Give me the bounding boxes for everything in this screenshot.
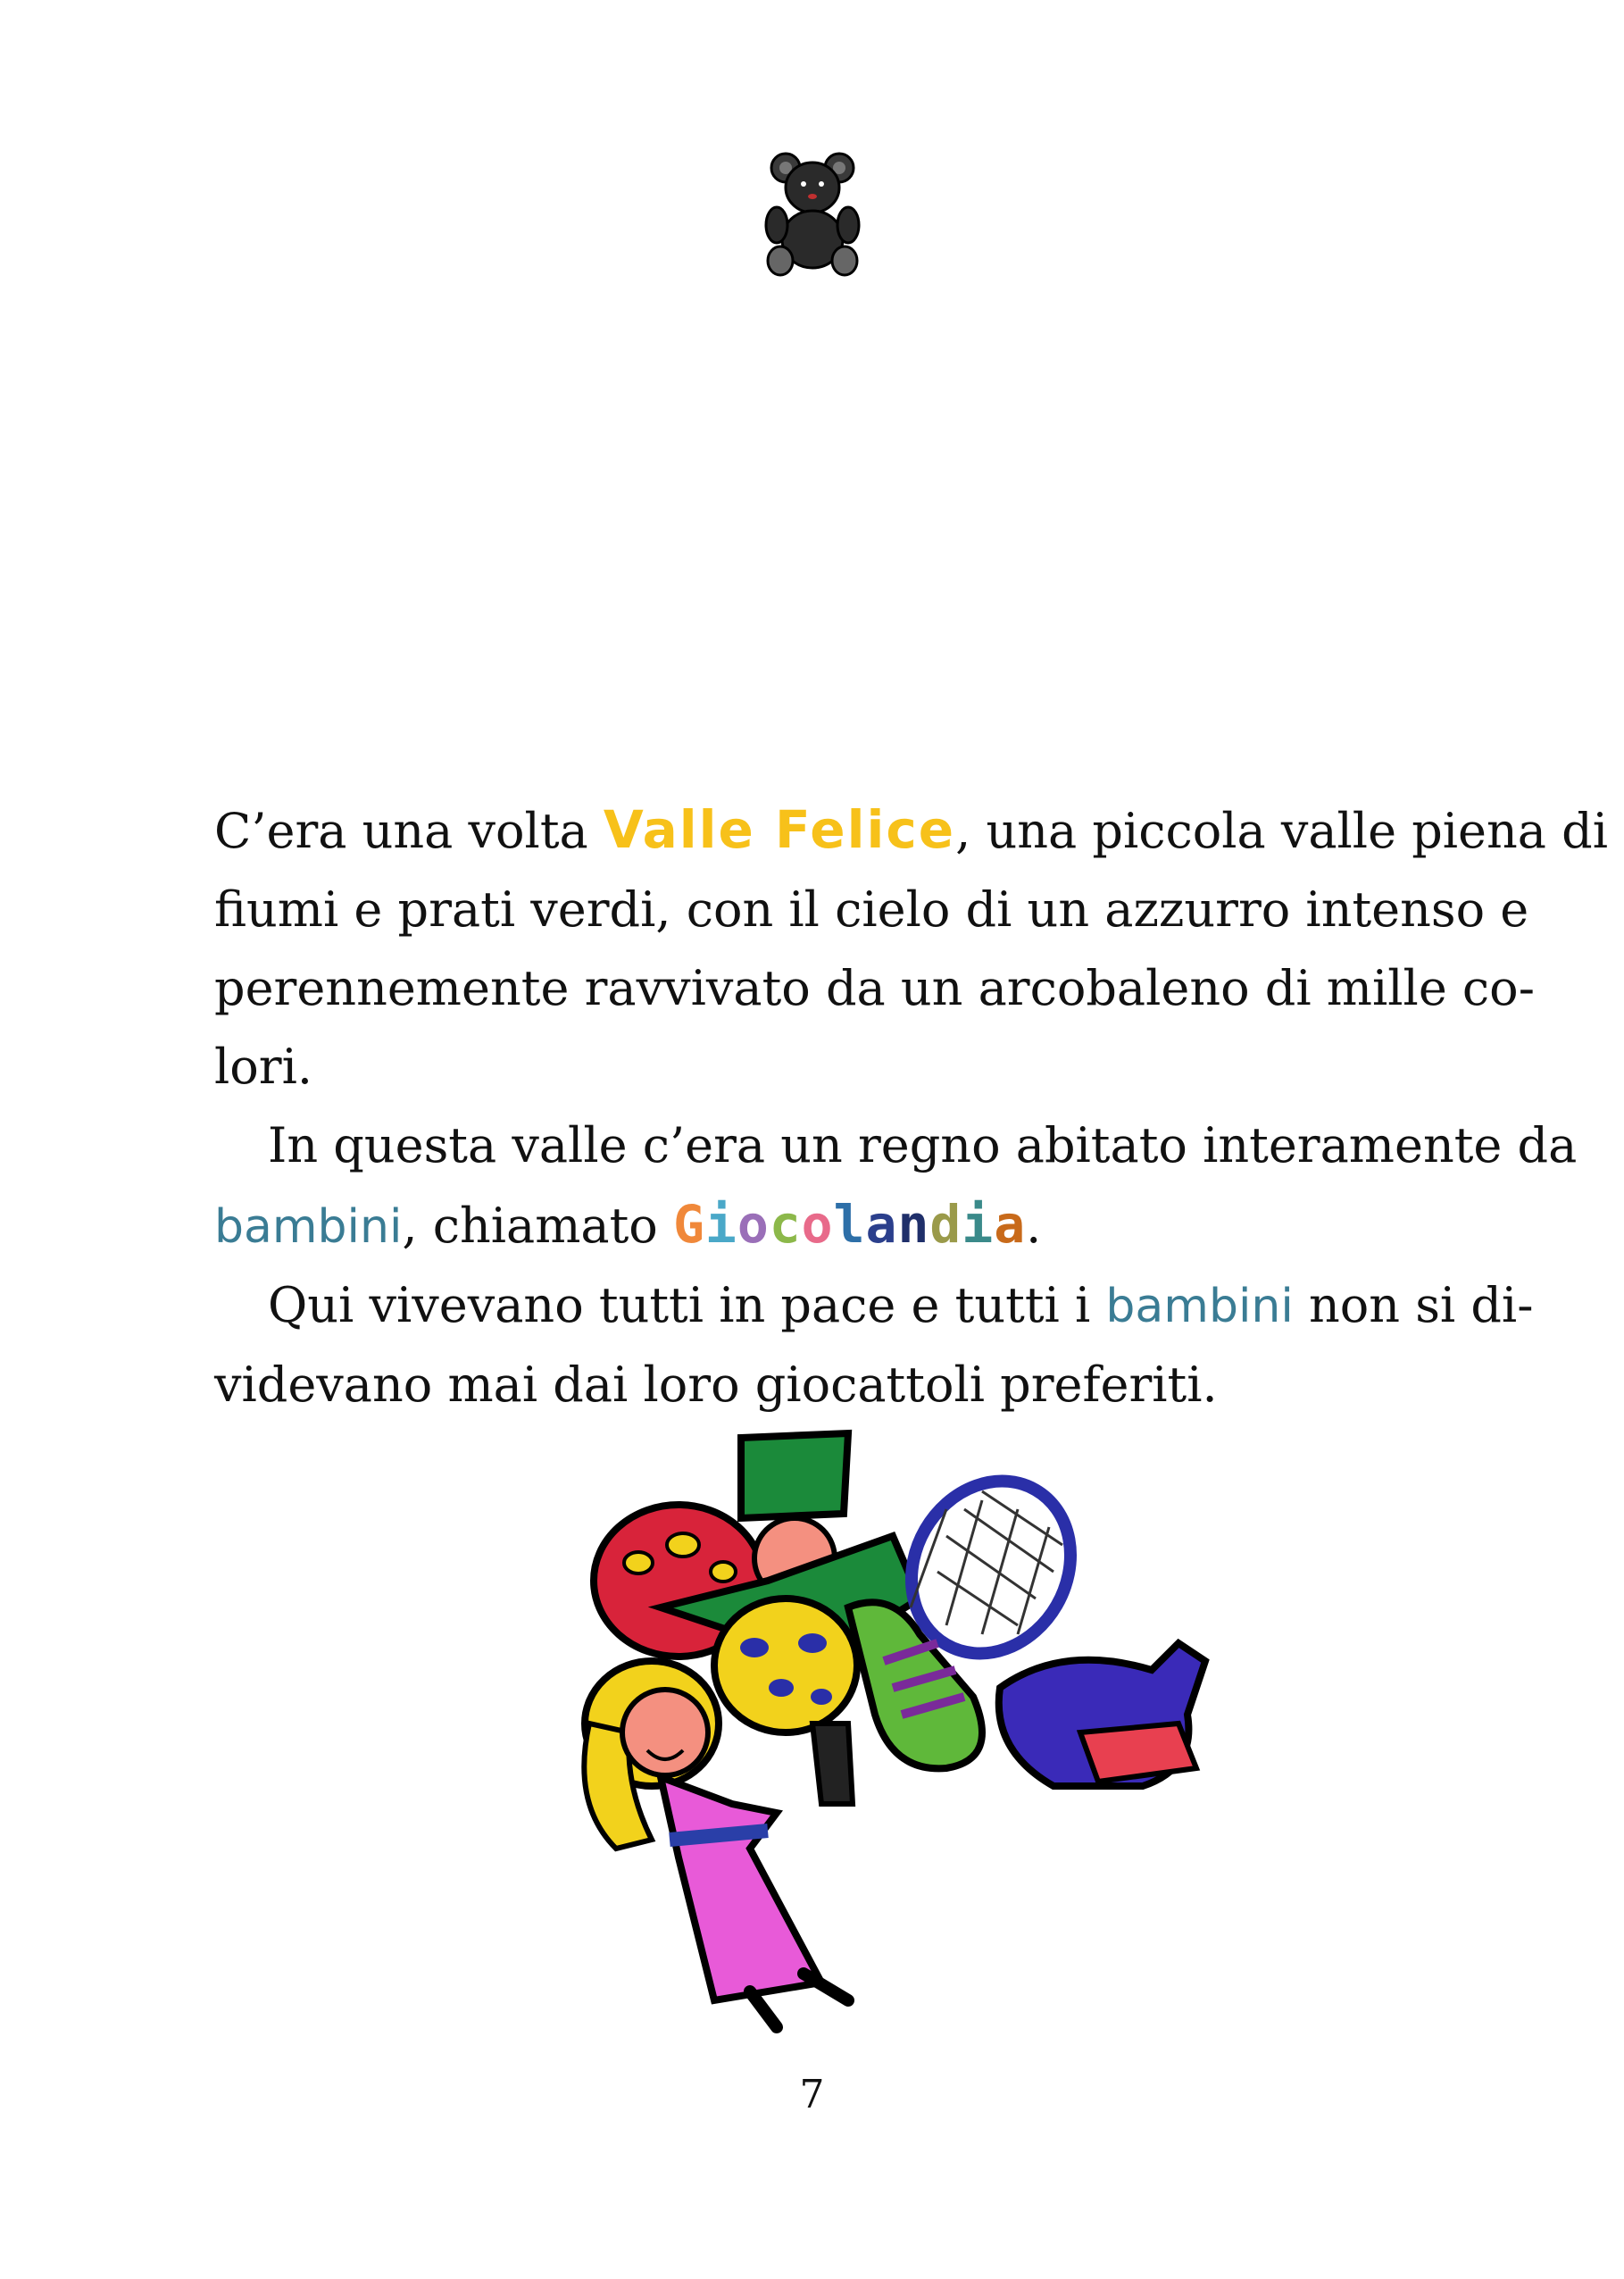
giocolandia-letter: o	[801, 1194, 834, 1255]
giocolandia-letter: l	[833, 1194, 866, 1255]
text-span: Qui vivevano tutti in pace e tutti i	[268, 1277, 1106, 1333]
giocolandia-letter: G	[672, 1194, 705, 1255]
paragraph-2-line-1: In questa valle c’era un regno abitato interamente da	[268, 1117, 1578, 1173]
text-span: , una piccola valle piena di	[955, 803, 1608, 859]
valle-felice-title: Valle Felice	[603, 799, 956, 860]
text-span: , chiamato	[402, 1198, 673, 1254]
giocolandia-letter: i	[962, 1194, 995, 1255]
text-span: C’era una volta	[214, 803, 604, 859]
teddy-bear-icon	[759, 143, 866, 277]
toys-pile-illustration	[554, 1429, 1232, 2036]
paragraph-1-line-4: lori.	[214, 1039, 313, 1095]
giocolandia-letter: c	[769, 1194, 802, 1255]
bambini-word: bambini	[214, 1200, 403, 1254]
giocolandia-title	[673, 1194, 1026, 1255]
paragraph-3-line-2: videvano mai dai loro giocattoli preferiti.	[214, 1357, 1218, 1413]
paragraph-1	[214, 790, 1608, 1106]
paragraph-3-line-1	[214, 1266, 1534, 1346]
paragraph-1-line-2: fiumi e prati verdi, con il cielo di un azzurro intenso e	[214, 881, 1529, 938]
story-text	[214, 790, 1608, 1424]
paragraph-3	[214, 1266, 1534, 1424]
page-number: 7	[799, 2072, 825, 2117]
giocolandia-letter: i	[704, 1194, 737, 1255]
giocolandia-letter: a	[865, 1194, 898, 1255]
giocolandia-letter: a	[994, 1194, 1027, 1255]
paragraph-2-line-2	[214, 1185, 1437, 1266]
paragraph-2	[214, 1106, 1578, 1266]
text-span: non si di-	[1293, 1277, 1534, 1333]
text-span: .	[1026, 1198, 1042, 1254]
paragraph-1-line-3: perennemente ravvivato da un arcobaleno di mille co-	[214, 960, 1535, 1016]
giocolandia-letter: n	[897, 1194, 930, 1255]
paragraph-1-line-1	[214, 790, 1608, 871]
giocolandia-letter: o	[737, 1194, 770, 1255]
giocolandia-letter: d	[929, 1194, 962, 1255]
bambini-word: bambini	[1105, 1280, 1294, 1333]
